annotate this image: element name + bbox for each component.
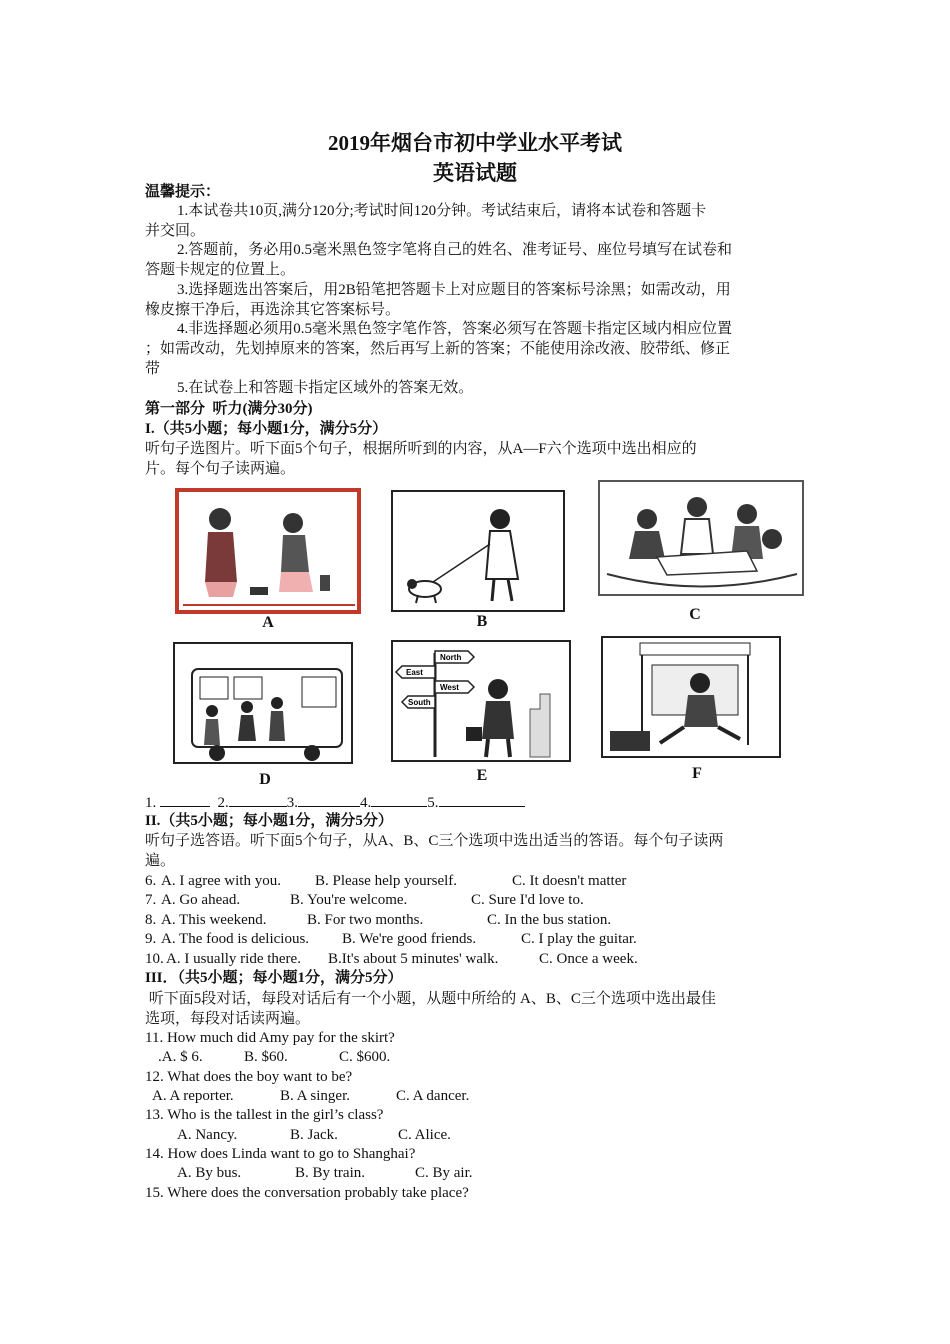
question-10-option-b: B.It's about 5 minutes' walk. — [328, 951, 499, 967]
section2-instruction-1: 听句子选答语。听下面5个句子，从A、B、C三个选项中选出适当的答语。每个句子读两 — [145, 833, 724, 849]
picture-e — [390, 639, 572, 765]
tip-1-line-1: 1.本试卷共10页,满分120分;考试时间120分钟。考试结束后，请将本试卷和答题卡 — [177, 203, 707, 219]
question-12-option-b: B. A singer. — [280, 1088, 351, 1104]
answer-label-1: 1. — [145, 795, 157, 811]
tip-2-line-2: 答题卡规定的位置上。 — [145, 262, 296, 278]
answer-blank-1[interactable] — [160, 793, 210, 807]
question-12-option-a: A. A reporter. — [152, 1088, 234, 1104]
question-7-option-a: A. Go ahead. — [161, 892, 241, 908]
question-6-option-b: B. Please help yourself. — [315, 873, 458, 889]
section3-heading: III．（共5小题；每小题1分，满分5分） — [145, 970, 403, 986]
section1-heading: I.（共5小题；每小题1分，满分5分） — [145, 421, 388, 437]
question-11: 11. How much did Amy pay for the skirt? — [145, 1030, 395, 1046]
question-13-option-a: A. Nancy. — [177, 1127, 238, 1143]
exam-title: 2019年烟台市初中学业水平考试 — [328, 131, 622, 155]
question-10-option-a: A. I usually ride there. — [166, 951, 301, 967]
question-10-option-c: C. Once a week. — [539, 951, 638, 967]
part1-heading: 第一部分 听力(满分30分) — [145, 401, 313, 417]
question-14-option-a: A. By bus. — [177, 1165, 242, 1181]
question-14: 14. How does Linda want to go to Shanghai? — [145, 1146, 416, 1162]
section1-instruction-1: 听句子选图片。听下面5个句子，根据所听到的内容，从A—F六个选项中选出相应的 — [145, 441, 697, 457]
picture-c — [597, 479, 805, 597]
tip-4-line-3: 带 — [145, 361, 161, 377]
tip-5-line-1: 5.在试卷上和答题卡指定区域外的答案无效。 — [177, 380, 474, 396]
picture-label-f: F — [692, 765, 702, 782]
question-12-option-c: C. A dancer. — [396, 1088, 470, 1104]
question-8-option-b: B. For two months. — [307, 912, 424, 928]
sign-east: East — [406, 668, 423, 677]
answer-blank-4[interactable] — [371, 793, 427, 807]
sign-south: South — [408, 698, 431, 707]
section2-instruction-2: 遍。 — [145, 853, 176, 869]
question-14-option-b: B. By train. — [295, 1165, 365, 1181]
question-11-option-a: .A. $ 6. — [158, 1049, 203, 1065]
exam-subtitle: 英语试题 — [433, 161, 517, 185]
section3-instruction-1: 听下面5段对话，每段对话后有一个小题，从题中所给的 A、B、C三个选项中选出最佳 — [145, 991, 716, 1007]
picture-label-a: A — [262, 614, 274, 631]
question-7-option-b: B. You're welcome. — [290, 892, 408, 908]
question-6-option-a: A. I agree with you. — [161, 873, 281, 889]
question-13: 13. Who is the tallest in the girl’s class? — [145, 1107, 384, 1123]
picture-f — [600, 635, 782, 759]
picture-b — [390, 489, 566, 615]
answer-label-2: 2. — [217, 795, 229, 811]
question-9-option-a: A. The food is delicious. — [161, 931, 310, 947]
answer-blank-5[interactable] — [439, 793, 525, 807]
question-8-option-c: C. In the bus station. — [487, 912, 612, 928]
sign-north: North — [440, 653, 462, 662]
picture-grid — [145, 479, 807, 793]
section1-instruction-2: 片。每个句子读两遍。 — [145, 461, 296, 477]
question-9-option-c: C. I play the guitar. — [521, 931, 637, 947]
tips-heading: 温馨提示： — [145, 184, 221, 200]
tip-2-line-1: 2.答题前，务必用0.5毫米黑色签字笔将自己的姓名、准考证号、座位号填写在试卷和 — [177, 242, 733, 258]
tip-3-line-1: 3.选择题选出答案后，用2B铅笔把答题卡上对应题目的答案标号涂黑；如需改动，用 — [177, 282, 731, 298]
question-8-number: 8. — [145, 912, 157, 928]
tip-1-line-2: 并交回。 — [145, 223, 206, 239]
question-6-option-c: C. It doesn't matter — [512, 873, 627, 889]
picture-a — [175, 487, 361, 617]
question-7-number: 7. — [145, 892, 157, 908]
picture-label-e: E — [476, 767, 488, 784]
section1-answer-blanks — [145, 793, 525, 813]
section2-heading: II.（共5小题；每小题1分，满分5分） — [145, 813, 393, 829]
section3-instruction-2: 选项，每段对话读两遍。 — [145, 1011, 311, 1027]
question-8-option-a: A. This weekend. — [161, 912, 267, 928]
answer-label-3: 3. — [286, 795, 298, 811]
question-9-number: 9. — [145, 931, 157, 947]
question-13-option-b: B. Jack. — [290, 1127, 338, 1143]
question-9-option-b: B. We're good friends. — [342, 931, 477, 947]
tip-4-line-2: ；如需改动，先划掉原来的答案，然后再写上新的答案；不能使用涂改液、胶带纸、修正 — [145, 341, 731, 357]
picture-label-b: B — [476, 613, 488, 630]
question-10-number: 10. — [145, 951, 164, 967]
question-11-option-c: C. $600. — [339, 1049, 391, 1065]
question-13-option-c: C. Alice. — [398, 1127, 451, 1143]
picture-d — [172, 641, 354, 765]
question-11-option-b: B. $60. — [244, 1049, 288, 1065]
question-15: 15. Where does the conversation probably take place? — [145, 1185, 469, 1201]
picture-label-d: D — [259, 771, 271, 788]
answer-label-4: 4. — [360, 795, 372, 811]
question-7-option-c: C. Sure I'd love to. — [471, 892, 584, 908]
answer-label-5: 5. — [427, 795, 439, 811]
picture-label-c: C — [689, 606, 701, 623]
question-14-option-c: C. By air. — [415, 1165, 473, 1181]
answer-blank-2[interactable] — [229, 793, 287, 807]
question-6-number: 6. — [145, 873, 157, 889]
question-12: 12. What does the boy want to be? — [145, 1069, 353, 1085]
tip-4-line-1: 4.非选择题必须用0.5毫米黑色签字笔作答，答案必须写在答题卡指定区域内相应位置 — [177, 321, 733, 337]
tip-3-line-2: 橡皮擦干净后，再选涂其它答案标号。 — [145, 302, 401, 318]
answer-blank-3[interactable] — [298, 793, 360, 807]
sign-west: West — [440, 683, 459, 692]
